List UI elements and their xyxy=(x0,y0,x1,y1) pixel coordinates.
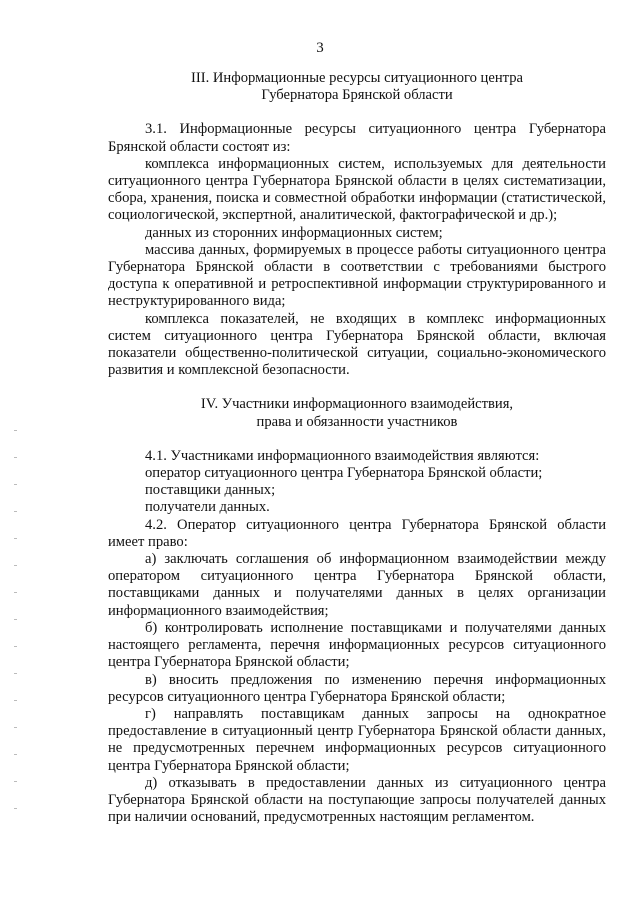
document-body xyxy=(108,70,606,826)
section-3-title-line1: III. Информационные ресурсы ситуационного центра xyxy=(191,70,523,86)
paragraph-4-2-c: в) вносить предложения по изменению перечня информационных ресурсов ситуационного центра Губернатора Брянской области; xyxy=(108,671,606,705)
paragraph-4-2-d: г) направлять поставщикам данных запросы на однократное предоставление в ситуационный центр Губернатора Брянской области данных, не предусмотренных перечнем информационных ресурсов ситуационного центра Губернатора Брянской области; xyxy=(108,705,606,774)
paragraph-3-1-b: данных из сторонних информационных систем; xyxy=(145,224,443,241)
paragraph-3-1-c: массива данных, формируемых в процессе работы ситуационного центра Губернатора Брянской области в соответствии с требованиями быстрого доступа к оперативной и ретроспективной информации структурированного и неструктурированного вида; xyxy=(108,241,606,310)
paragraph-3-1: 3.1. Информационные ресурсы ситуационного центра Губернатора Брянской области состоят из: xyxy=(108,121,606,155)
section-4-title-line1: IV. Участники информационного взаимодействия, xyxy=(200,396,514,413)
paragraph-4-2: 4.2. Оператор ситуационного центра Губернатора Брянской области имеет право: xyxy=(108,516,606,550)
paragraph-4-2-a: а) заключать соглашения об информационном взаимодействии между оператором ситуационного центра Губернатора Брянской области, поставщиками данных и получателями данных в целях организации информационного взаимодействия; xyxy=(108,551,606,619)
paragraph-3-1-a: комплекса информационных систем, используемых для деятельности ситуационного центра Губернатора Брянской области в целях систематизации, сбора, хранения, поиска и совместной обработки информации (статистической, социологической, экспертной, аналитической, фактографической и др.); xyxy=(108,155,606,224)
paragraph-4-2-e: д) отказывать в предоставлении данных из ситуационного центра Губернатора Брянской области на поступающие запросы получателей данных при наличии оснований, предусмотренных настоящим регламентом. xyxy=(108,774,606,826)
participant-recipients: получатели данных. xyxy=(145,499,270,516)
margin-marks xyxy=(14,430,20,850)
paragraph-4-2-b: б) контролировать исполнение поставщиками и получателями данных настоящего регламента, перечня информационных ресурсов ситуационного центра Губернатора Брянской области; xyxy=(108,619,606,671)
section-3-title-line2: Губернатора Брянской области xyxy=(261,87,453,104)
paragraph-3-1-d: комплекса показателей, не входящих в комплекс информационных систем ситуационного центра Губернатора Брянской области, включая показатели общественно-политической ситуации, социально-экономического развития и комплексной безопасности. xyxy=(108,310,606,379)
participant-suppliers: поставщики данных; xyxy=(145,482,276,499)
section-4-title-line2: права и обязанности участников xyxy=(256,413,458,430)
participant-operator: оператор ситуационного центра Губернатора Брянской области; xyxy=(145,465,543,482)
page-number: 3 xyxy=(316,40,324,56)
paragraph-4-1: 4.1. Участниками информационного взаимодействия являются: xyxy=(145,447,540,464)
